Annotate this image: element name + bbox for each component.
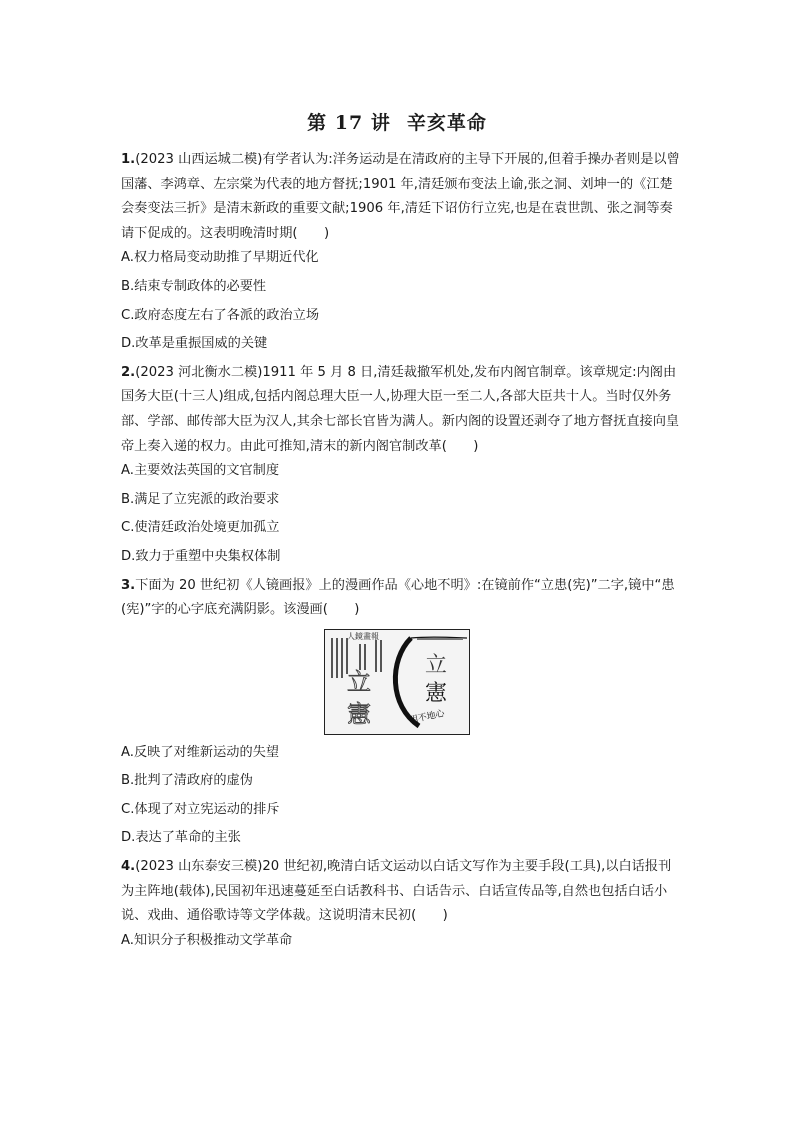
- option-b[interactable]: B.结束专制政体的必要性: [121, 278, 267, 294]
- question-1: [121, 148, 681, 357]
- option-d[interactable]: D.改革是重振国威的关键: [121, 336, 268, 352]
- option-a[interactable]: A.知识分子积极推动文学革命: [121, 932, 293, 948]
- question-text: 下面为 20 世纪初《人镜画报》上的漫画作品《心地不明》:在镜前作“立患(宪)”二字,镜中“患(宪)”字的心字底充满阴影。该漫画( ): [121, 577, 675, 618]
- question-stem: [121, 361, 681, 459]
- cartoon-right-char-2: 憲: [425, 680, 448, 706]
- cartoon-header: 人鏡畫報: [347, 631, 379, 641]
- question-number: 1.: [121, 152, 136, 167]
- question-stem: [121, 148, 681, 246]
- option-c[interactable]: C.政府态度左右了各派的政治立场: [121, 307, 320, 323]
- option-b[interactable]: B.批判了清政府的虚伪: [121, 773, 253, 789]
- option-a[interactable]: A.主要效法英国的文官制度: [121, 463, 280, 479]
- question-4: [121, 855, 681, 953]
- page-title: [0, 108, 794, 135]
- question-text: (2023 河北衡水二模)1911 年 5 月 8 日,清廷裁撤军机处,发布内阁官制章。该章规定:内阁由国务大臣(十三人)组成,包括内阁总理大臣一人,协理大臣一至二人,各部大臣共十人。当时仅外务部、学部、邮传部大臣为汉人,其余七部长官皆为满人。新内阁的设置还剥夺了地方督抚直接向皇帝上奏入递的权力。由此可推知,清末的新内阁官制改革( ): [121, 364, 680, 454]
- question-text: (2023 山西运城二模)有学者认为:洋务运动是在清政府的主导下开展的,但着手操办者则是以曾国藩、李鸿章、左宗棠为代表的地方督抚;1901 年,清廷颁布变法上谕,张之洞、刘坤一的《江楚会奏变法三折》是清末新政的重要文献;1906 年,清廷下诏仿行立宪,也是在袁世凯、张之洞等奏请下促成的。这表明晚清时期( ): [121, 152, 680, 241]
- option-c[interactable]: C.体现了对立宪运动的排斥: [121, 801, 280, 817]
- cartoon-left-char-2: 憲: [347, 699, 371, 728]
- question-3: [121, 574, 681, 852]
- question-stem: [121, 574, 681, 623]
- cartoon-caption: 明不地心: [408, 708, 446, 726]
- lecture-topic: 辛亥革命: [406, 112, 487, 134]
- option-b[interactable]: B.满足了立宪派的政治要求: [121, 491, 280, 507]
- question-list: [121, 148, 681, 957]
- cartoon-image: [324, 629, 470, 735]
- question-number: 3.: [121, 577, 136, 593]
- cartoon-right-char-1: 立: [425, 652, 448, 678]
- lecture-number: 第 17 讲: [307, 112, 391, 134]
- option-c[interactable]: C.使清廷政治处境更加孤立: [121, 520, 280, 536]
- option-a[interactable]: A.反映了对维新运动的失望: [121, 744, 280, 760]
- question-text: (2023 山东泰安三模)20 世纪初,晚清白话文运动以白话文写作为主要手段(工具),以白话报刊为主阵地(载体),民国初年迅速蔓延至白话教科书、白话告示、白话宣传品等,自然也包括白话小说、戏曲、通俗歌诗等文学体裁。这说明清末民初( ): [121, 859, 672, 924]
- cartoon-left-char-1: 立: [347, 667, 371, 696]
- option-a[interactable]: A.权力格局变动助推了早期近代化: [121, 250, 319, 266]
- question-stem: [121, 855, 681, 929]
- cartoon-illustration: [325, 630, 469, 734]
- option-d[interactable]: D.表达了革命的主张: [121, 830, 241, 846]
- option-d[interactable]: D.致力于重塑中央集权体制: [121, 548, 281, 564]
- question-2: [121, 361, 681, 570]
- question-number: 4.: [121, 859, 136, 875]
- question-number: 2.: [121, 364, 136, 380]
